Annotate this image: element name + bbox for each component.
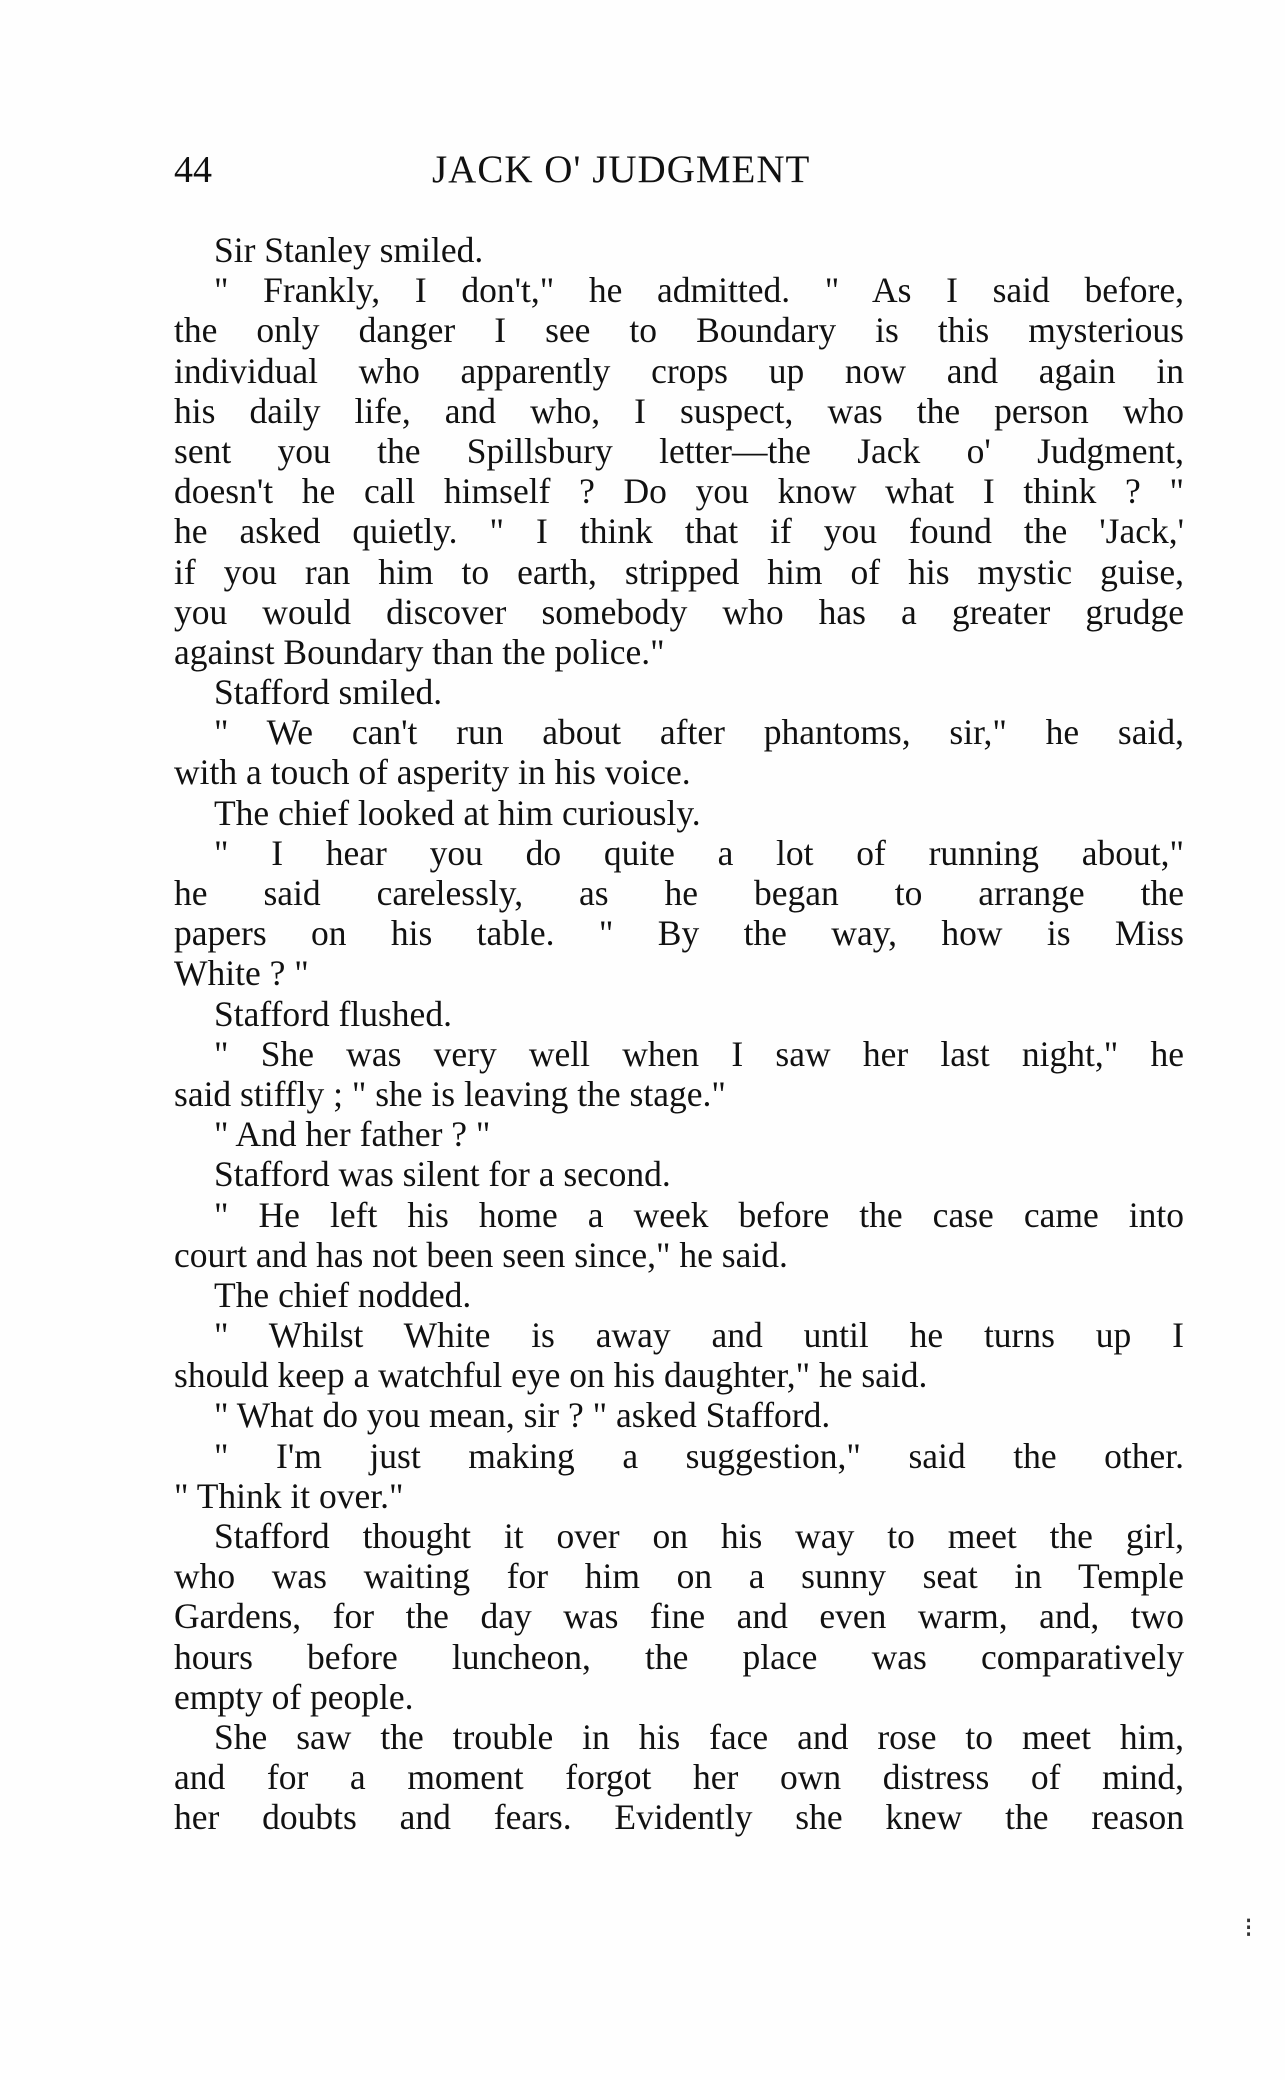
text-line: " And her father ? " xyxy=(214,1114,491,1155)
text-line: hours before luncheon, the place was comparatively xyxy=(174,1636,1184,1677)
running-title: JACK O' JUDGMENT xyxy=(432,148,811,191)
text-line: empty of people. xyxy=(174,1676,414,1717)
text-line: papers on his table. " By the way, how is Miss xyxy=(174,913,1184,954)
text-line: " We can't run about after phantoms, sir," he said, xyxy=(214,712,1184,753)
text-line: " He left his home a week before the case came into xyxy=(214,1194,1184,1235)
text-line: White ? " xyxy=(174,953,309,994)
text-line: court and has not been seen since," he said. xyxy=(174,1234,788,1275)
text-line: with a touch of asperity in his voice. xyxy=(174,752,691,793)
text-line: Gardens, for the day was fine and even warm, and, two xyxy=(174,1596,1184,1637)
text-line: " Frankly, I don't," he admitted. " As I said before, xyxy=(214,270,1184,311)
page-header xyxy=(174,146,1184,194)
scan-mark: ⁝ xyxy=(1244,1913,1253,1944)
text-line: he asked quietly. " I think that if you found the 'Jack,' xyxy=(174,511,1184,552)
text-line: her doubts and fears. Evidently she knew the reason xyxy=(174,1797,1184,1838)
text-line: doesn't he call himself ? Do you know what I think ? " xyxy=(174,471,1184,512)
text-line: She saw the trouble in his face and rose to meet him, xyxy=(214,1716,1184,1757)
text-line: said stiffly ; " she is leaving the stage." xyxy=(174,1073,726,1114)
text-line: his daily life, and who, I suspect, was the person who xyxy=(174,390,1184,431)
text-line: " I hear you do quite a lot of running about," xyxy=(214,832,1184,873)
text-line: " Whilst White is away and until he turns up I xyxy=(214,1315,1184,1356)
text-line: if you ran him to earth, stripped him of his mystic guise, xyxy=(174,551,1184,592)
text-line: The chief nodded. xyxy=(214,1274,472,1315)
text-line: Stafford flushed. xyxy=(214,993,452,1034)
text-line: Stafford smiled. xyxy=(214,672,443,713)
text-line: he said carelessly, as he began to arrange the xyxy=(174,873,1184,913)
text-line: the only danger I see to Boundary is this mysterious xyxy=(174,310,1184,351)
text-line: Stafford thought it over on his way to meet the girl, xyxy=(214,1516,1184,1556)
text-line: you would discover somebody who has a greater grudge xyxy=(174,591,1184,632)
body-text xyxy=(174,230,1184,1838)
text-line: The chief looked at him curiously. xyxy=(214,792,701,833)
text-line: and for a moment forgot her own distress of mind, xyxy=(174,1757,1184,1798)
text-line: " What do you mean, sir ? " asked Stafford. xyxy=(214,1395,831,1436)
text-line: " I'm just making a suggestion," said the other. xyxy=(214,1435,1184,1476)
text-line: Stafford was silent for a second. xyxy=(214,1154,671,1195)
text-line: against Boundary than the police." xyxy=(174,631,665,672)
text-line: Sir Stanley smiled. xyxy=(214,230,484,270)
page-number: 44 xyxy=(174,149,212,191)
text-line: " She was very well when I saw her last night," he xyxy=(214,1033,1184,1074)
text-line: should keep a watchful eye on his daughter," he said. xyxy=(174,1355,928,1396)
text-line: sent you the Spillsbury letter—the Jack o' Judgment, xyxy=(174,430,1184,471)
text-line: who was waiting for him on a sunny seat in Temple xyxy=(174,1556,1184,1597)
text-line: individual who apparently crops up now and again in xyxy=(174,350,1184,391)
text-line: " Think it over." xyxy=(174,1475,404,1516)
